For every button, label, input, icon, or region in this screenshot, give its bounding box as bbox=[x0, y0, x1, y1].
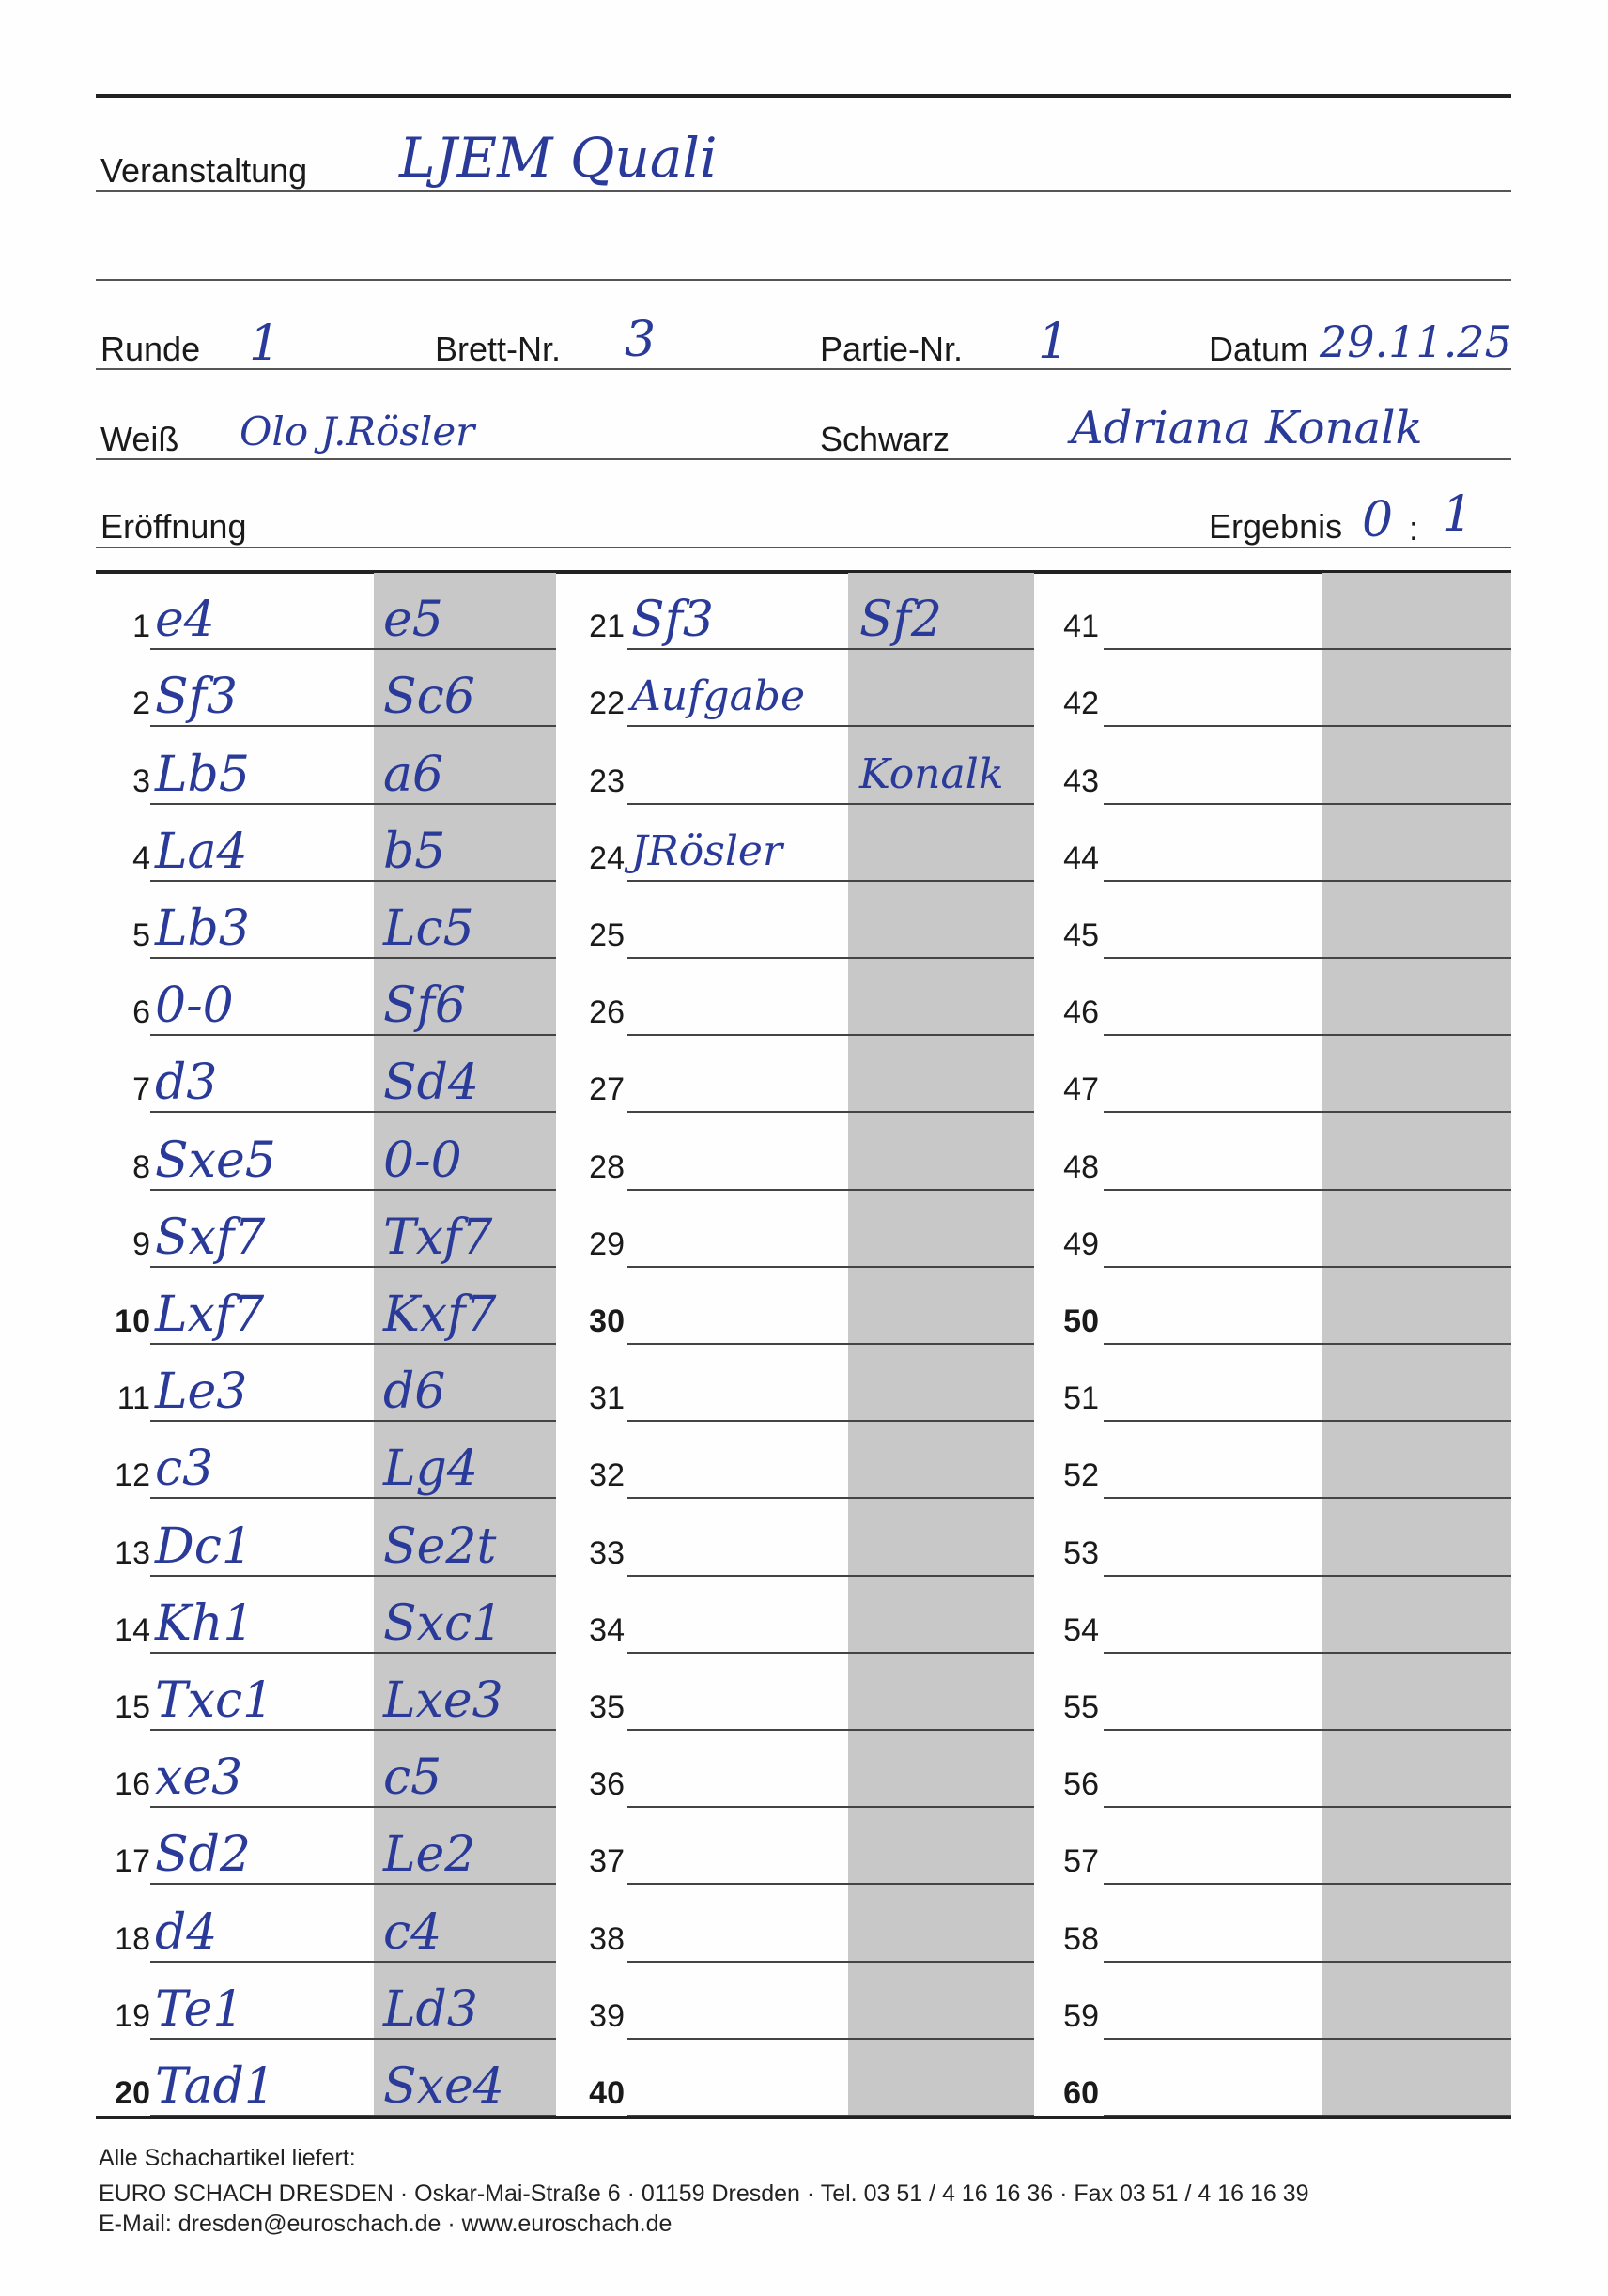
black-move: Lc5 bbox=[383, 901, 474, 957]
black-move: a6 bbox=[383, 746, 444, 803]
move-row-line bbox=[627, 1883, 1034, 1885]
white-move: xe3 bbox=[155, 1749, 243, 1807]
move-number: 59 bbox=[1063, 1997, 1099, 2034]
move-row-line bbox=[627, 1497, 1034, 1499]
move-row-line bbox=[150, 2038, 556, 2040]
move-row-line bbox=[627, 1961, 1034, 1963]
white-move: Sf3 bbox=[155, 669, 238, 726]
move-row-line bbox=[627, 1575, 1034, 1577]
move-number: 7 bbox=[132, 1071, 150, 1108]
black-move: b5 bbox=[383, 823, 446, 880]
move-number: 12 bbox=[115, 1457, 150, 1494]
white-move: Lxf7 bbox=[155, 1287, 265, 1343]
black-value: Adriana Konalk bbox=[1071, 402, 1423, 455]
black-move: Le2 bbox=[383, 1826, 476, 1884]
move-number: 27 bbox=[589, 1071, 625, 1108]
move-row-line bbox=[627, 803, 1034, 805]
move-number: 30 bbox=[589, 1303, 625, 1339]
move-row-line bbox=[150, 880, 556, 882]
move-number: 23 bbox=[589, 763, 625, 799]
move-number: 11 bbox=[116, 1380, 150, 1417]
move-number: 46 bbox=[1063, 994, 1099, 1031]
move-number: 55 bbox=[1063, 1689, 1099, 1725]
white-move: Sxf7 bbox=[155, 1209, 266, 1266]
move-number: 10 bbox=[115, 1303, 150, 1339]
opening-label: Eröffnung bbox=[100, 507, 247, 546]
black-move: c5 bbox=[383, 1749, 442, 1807]
move-row-line bbox=[627, 1652, 1034, 1654]
move-number: 21 bbox=[589, 609, 625, 645]
black-move: Sxe4 bbox=[383, 2058, 504, 2115]
game-value: 1 bbox=[1038, 314, 1070, 370]
move-number: 45 bbox=[1063, 917, 1099, 953]
move-number: 54 bbox=[1063, 1611, 1099, 1648]
move-number: 33 bbox=[589, 1534, 625, 1571]
top-rule bbox=[96, 94, 1511, 98]
move-number: 26 bbox=[589, 994, 625, 1031]
black-move: Lxe3 bbox=[383, 1672, 503, 1729]
move-row-line bbox=[150, 1883, 556, 1885]
move-number: 57 bbox=[1063, 1843, 1099, 1880]
move-row-line bbox=[627, 648, 1034, 650]
move-row-line bbox=[150, 1575, 556, 1577]
move-number: 2 bbox=[132, 686, 150, 722]
white-move: 0-0 bbox=[155, 978, 234, 1035]
move-number: 47 bbox=[1063, 1071, 1099, 1108]
move-row-line bbox=[627, 880, 1034, 882]
white-move: e4 bbox=[155, 592, 215, 649]
white-move: Aufgabe bbox=[631, 672, 806, 721]
move-number: 52 bbox=[1063, 1457, 1099, 1494]
move-row-line bbox=[1104, 803, 1511, 805]
move-row-line bbox=[627, 1420, 1034, 1422]
black-move: Konalk bbox=[859, 749, 1004, 798]
event-value: LJEM Quali bbox=[399, 126, 718, 190]
move-number: 32 bbox=[589, 1457, 625, 1494]
round-label: Runde bbox=[100, 330, 201, 368]
move-number: 1 bbox=[132, 609, 150, 645]
move-row-line bbox=[150, 1497, 556, 1499]
move-row-line bbox=[1104, 1883, 1511, 1885]
white-move: c3 bbox=[155, 1441, 214, 1498]
move-row-line bbox=[150, 1343, 556, 1345]
black-label: Schwarz bbox=[820, 420, 951, 458]
move-row-line bbox=[1104, 1343, 1511, 1345]
white-move: La4 bbox=[155, 823, 248, 880]
move-row-line bbox=[150, 1806, 556, 1808]
move-number: 25 bbox=[589, 917, 625, 953]
move-row-line bbox=[1104, 1961, 1511, 1963]
move-row-line bbox=[1104, 880, 1511, 882]
move-number: 43 bbox=[1063, 763, 1099, 799]
move-row-line bbox=[1104, 957, 1511, 959]
move-row-line bbox=[1104, 1420, 1511, 1422]
black-move: Sc6 bbox=[383, 669, 475, 726]
move-number: 58 bbox=[1063, 1920, 1099, 1957]
white-value: Olo J.Rösler bbox=[240, 408, 475, 455]
move-number: 38 bbox=[589, 1920, 625, 1957]
move-row-line bbox=[1104, 1189, 1511, 1191]
move-row-line bbox=[1104, 1575, 1511, 1577]
move-row-line bbox=[1104, 648, 1511, 650]
move-number: 4 bbox=[132, 840, 150, 876]
move-number: 31 bbox=[589, 1380, 625, 1417]
white-move: Lb5 bbox=[155, 746, 250, 803]
black-move: Sf6 bbox=[383, 978, 466, 1035]
white-move: Sd2 bbox=[155, 1826, 251, 1884]
round-line bbox=[96, 368, 1511, 370]
move-number: 51 bbox=[1063, 1380, 1099, 1417]
move-number: 28 bbox=[589, 1148, 625, 1185]
date-value: 29.11.25 bbox=[1320, 316, 1512, 367]
black-move: Se2t bbox=[383, 1518, 497, 1575]
move-number: 17 bbox=[115, 1843, 150, 1880]
move-number: 37 bbox=[589, 1843, 625, 1880]
move-number: 39 bbox=[589, 1997, 625, 2034]
white-move: JRösler bbox=[631, 826, 782, 875]
round-value: 1 bbox=[249, 316, 281, 372]
move-number: 6 bbox=[132, 994, 150, 1031]
move-row-line bbox=[1104, 1652, 1511, 1654]
move-number: 9 bbox=[132, 1225, 150, 1262]
move-row-line bbox=[1104, 1034, 1511, 1036]
move-number: 34 bbox=[589, 1611, 625, 1648]
move-number: 29 bbox=[589, 1225, 625, 1262]
move-number: 14 bbox=[115, 1611, 150, 1648]
move-row-line bbox=[1104, 1806, 1511, 1808]
move-number: 15 bbox=[115, 1689, 150, 1725]
black-move: 0-0 bbox=[383, 1132, 462, 1189]
board-label: Brett-Nr. bbox=[435, 330, 562, 368]
black-move: c4 bbox=[383, 1903, 442, 1961]
players-line bbox=[96, 458, 1511, 460]
result-label: Ergebnis bbox=[1209, 507, 1343, 546]
white-move: Sf3 bbox=[631, 592, 714, 649]
board-value: 3 bbox=[625, 312, 657, 368]
grid-bottom-rule bbox=[96, 2116, 1511, 2119]
move-row-line bbox=[627, 725, 1034, 727]
move-row-line bbox=[627, 1343, 1034, 1345]
move-number: 50 bbox=[1063, 1303, 1099, 1339]
move-number: 35 bbox=[589, 1689, 625, 1725]
move-row-line bbox=[627, 1266, 1034, 1268]
white-move: Sxe5 bbox=[155, 1132, 276, 1189]
move-number: 48 bbox=[1063, 1148, 1099, 1185]
footer-contact: E-Mail: dresden@euroschach.de · www.euroschach.de bbox=[99, 2211, 673, 2237]
event-line bbox=[96, 190, 1511, 192]
move-row-line bbox=[1104, 1729, 1511, 1731]
white-move: d4 bbox=[155, 1903, 218, 1961]
move-number: 60 bbox=[1063, 2075, 1099, 2111]
move-row-line bbox=[1104, 1497, 1511, 1499]
footer-intro: Alle Schachartikel liefert: bbox=[99, 2145, 356, 2171]
move-row-line bbox=[627, 1111, 1034, 1113]
move-row-line bbox=[150, 803, 556, 805]
move-number: 53 bbox=[1063, 1534, 1099, 1571]
move-number: 20 bbox=[115, 2075, 150, 2111]
move-number: 49 bbox=[1063, 1225, 1099, 1262]
move-number: 22 bbox=[589, 686, 625, 722]
white-move: Tad1 bbox=[155, 2058, 276, 2115]
move-number: 44 bbox=[1063, 840, 1099, 876]
move-number: 16 bbox=[115, 1766, 150, 1803]
result-black: 1 bbox=[1442, 486, 1474, 543]
move-row-line bbox=[1104, 2038, 1511, 2040]
black-move: d6 bbox=[383, 1364, 446, 1421]
opening-line bbox=[96, 547, 1511, 548]
move-row-line bbox=[150, 1729, 556, 1731]
footer-address: EURO SCHACH DRESDEN · Oskar-Mai-Straße 6 · 01159 Dresden · Tel. 03 51 / 4 16 16 36 · Fax 03 51 / 4 16 16 39 bbox=[99, 2180, 1309, 2207]
move-row-line bbox=[1104, 725, 1511, 727]
move-row-line bbox=[150, 1111, 556, 1113]
move-row-line bbox=[627, 957, 1034, 959]
move-row-line bbox=[627, 2038, 1034, 2040]
black-move: Sf2 bbox=[859, 592, 942, 649]
white-move: Txc1 bbox=[155, 1672, 274, 1729]
black-move: Txf7 bbox=[383, 1209, 493, 1266]
white-move: d3 bbox=[155, 1055, 218, 1112]
game-label: Partie-Nr. bbox=[820, 330, 964, 368]
move-number: 24 bbox=[589, 840, 625, 876]
move-row-line bbox=[627, 1034, 1034, 1036]
move-row-line bbox=[150, 725, 556, 727]
move-number: 3 bbox=[132, 763, 150, 799]
move-number: 8 bbox=[132, 1148, 150, 1185]
black-move: Kxf7 bbox=[383, 1287, 497, 1343]
event-line-2 bbox=[96, 279, 1511, 281]
move-row-line bbox=[1104, 1266, 1511, 1268]
black-move: e5 bbox=[383, 592, 443, 649]
result-separator: : bbox=[1409, 509, 1419, 547]
move-number: 40 bbox=[589, 2075, 625, 2111]
move-row-line bbox=[150, 1961, 556, 1963]
white-move: Dc1 bbox=[155, 1518, 253, 1575]
white-move: Lb3 bbox=[155, 901, 250, 957]
move-number: 36 bbox=[589, 1766, 625, 1803]
move-row-line bbox=[150, 1034, 556, 1036]
move-row-line bbox=[627, 1806, 1034, 1808]
white-move: Le3 bbox=[155, 1364, 248, 1421]
move-number: 56 bbox=[1063, 1766, 1099, 1803]
event-label: Veranstaltung bbox=[100, 151, 308, 190]
move-row-line bbox=[150, 1189, 556, 1191]
move-number: 18 bbox=[115, 1920, 150, 1957]
black-move: Ld3 bbox=[383, 1980, 478, 2038]
move-row-line bbox=[1104, 1111, 1511, 1113]
move-number: 13 bbox=[115, 1534, 150, 1571]
move-row-line bbox=[150, 1420, 556, 1422]
white-move: Kh1 bbox=[155, 1595, 255, 1652]
move-row-line bbox=[150, 1266, 556, 1268]
move-row-line bbox=[150, 648, 556, 650]
move-number: 19 bbox=[115, 1997, 150, 2034]
move-row-line bbox=[627, 1729, 1034, 1731]
move-number: 42 bbox=[1063, 686, 1099, 722]
black-move: Sd4 bbox=[383, 1055, 479, 1112]
white-move: Te1 bbox=[155, 1980, 244, 2038]
move-number: 41 bbox=[1063, 609, 1099, 645]
date-label: Datum bbox=[1209, 330, 1309, 368]
black-move: Sxc1 bbox=[383, 1595, 503, 1652]
black-move: Lg4 bbox=[383, 1441, 478, 1498]
move-number: 5 bbox=[132, 917, 150, 953]
white-label: Weiß bbox=[100, 420, 179, 458]
result-white: 0 bbox=[1362, 492, 1394, 548]
move-row-line bbox=[627, 1189, 1034, 1191]
move-row-line bbox=[150, 957, 556, 959]
grid-top-rule bbox=[96, 570, 1511, 574]
move-row-line bbox=[150, 1652, 556, 1654]
